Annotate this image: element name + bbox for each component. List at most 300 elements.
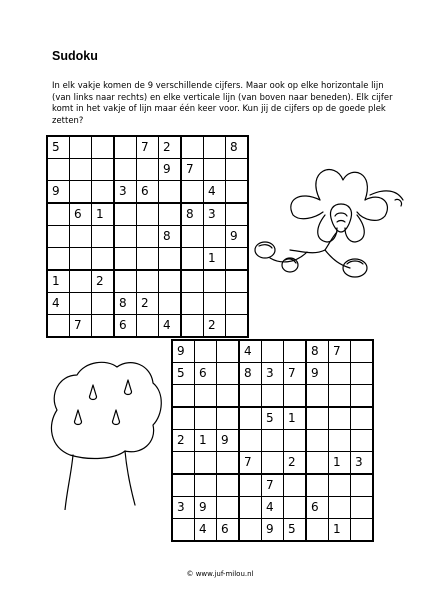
sudoku-row: [47, 181, 248, 204]
cell-digit: 6: [221, 522, 229, 536]
sudoku-row: [47, 136, 248, 159]
instructions: [52, 80, 397, 126]
cell-digit: 6: [119, 318, 127, 332]
sudoku-cell[interactable]: [204, 159, 226, 181]
sudoku-cell[interactable]: [226, 293, 249, 315]
sudoku-cell[interactable]: [92, 270, 115, 293]
sudoku-cell[interactable]: [217, 497, 240, 519]
sudoku-row: [47, 248, 248, 271]
sudoku-cell[interactable]: [204, 226, 226, 248]
cell-digit: [226, 248, 247, 252]
sudoku-cell[interactable]: [181, 226, 204, 248]
cell-digit: [173, 408, 194, 412]
cell-digit: [217, 475, 238, 479]
sudoku-cell[interactable]: [114, 293, 137, 315]
sudoku-cell[interactable]: [284, 407, 307, 430]
cell-digit: [182, 181, 203, 185]
cell-digit: [182, 226, 203, 230]
cell-digit: [115, 248, 136, 252]
cell-digit: [226, 315, 247, 319]
cell-digit: [240, 519, 261, 523]
sudoku-cell[interactable]: [306, 385, 329, 408]
cell-digit: [159, 271, 180, 275]
sudoku-cell[interactable]: [195, 340, 217, 363]
sudoku-cell[interactable]: [217, 385, 240, 408]
sudoku-cell[interactable]: [159, 159, 182, 181]
sudoku-cell[interactable]: [351, 452, 374, 475]
cell-digit: [195, 341, 216, 345]
sudoku-cell[interactable]: [204, 293, 226, 315]
cell-digit: [159, 293, 180, 297]
sudoku-cell[interactable]: [47, 293, 70, 315]
sudoku-cell[interactable]: [92, 293, 115, 315]
sudoku-cell[interactable]: [70, 181, 92, 204]
sudoku-cell[interactable]: [137, 136, 159, 159]
sudoku-cell[interactable]: [172, 474, 195, 497]
sudoku-cell[interactable]: [306, 474, 329, 497]
sudoku-row: [172, 385, 373, 408]
sudoku-cell[interactable]: [262, 385, 284, 408]
sudoku-cell[interactable]: [92, 248, 115, 271]
sudoku-row: [47, 270, 248, 293]
cell-digit: [307, 408, 328, 412]
sudoku-cell[interactable]: [47, 203, 70, 226]
sudoku-cell[interactable]: [114, 226, 137, 248]
sudoku-cell[interactable]: [306, 340, 329, 363]
sudoku-cell[interactable]: [204, 315, 226, 338]
sudoku-cell[interactable]: [239, 340, 262, 363]
sudoku-cell[interactable]: [47, 248, 70, 271]
sudoku-cell[interactable]: [284, 385, 307, 408]
sudoku-cell[interactable]: [217, 519, 240, 542]
sudoku-cell[interactable]: [306, 519, 329, 542]
sudoku-cell[interactable]: [204, 248, 226, 271]
cell-digit: [240, 497, 261, 501]
cell-digit: [48, 248, 69, 252]
sudoku-cell[interactable]: [172, 497, 195, 519]
cell-digit: [262, 385, 283, 389]
sudoku-cell[interactable]: [284, 363, 307, 385]
sudoku-cell[interactable]: [172, 407, 195, 430]
cell-digit: [262, 341, 283, 345]
cell-digit: [137, 204, 158, 208]
sudoku-cell[interactable]: [195, 497, 217, 519]
cell-digit: 4: [199, 522, 207, 536]
instruction-line: zetten?: [52, 114, 84, 125]
cell-digit: 5: [288, 522, 296, 536]
cell-digit: 8: [186, 207, 194, 221]
sudoku-cell[interactable]: [329, 452, 351, 475]
sudoku-cell[interactable]: [159, 248, 182, 271]
cell-digit: 1: [199, 433, 207, 447]
sudoku-cell[interactable]: [239, 430, 262, 452]
cell-digit: [226, 271, 247, 275]
sudoku-cell[interactable]: [159, 315, 182, 338]
sudoku-cell[interactable]: [239, 407, 262, 430]
sudoku-row: [172, 363, 373, 385]
cell-digit: 7: [74, 318, 82, 332]
sudoku-cell[interactable]: [284, 474, 307, 497]
sudoku-cell[interactable]: [114, 203, 137, 226]
cell-digit: [173, 452, 194, 456]
cell-digit: [284, 497, 305, 501]
cell-digit: [262, 430, 283, 434]
sudoku-cell[interactable]: [351, 497, 374, 519]
cell-digit: [159, 204, 180, 208]
sudoku-cell[interactable]: [284, 519, 307, 542]
sudoku-cell[interactable]: [329, 385, 351, 408]
cell-digit: 3: [355, 455, 363, 469]
cell-digit: 8: [163, 229, 171, 243]
sudoku-cell[interactable]: [181, 315, 204, 338]
cell-digit: [284, 430, 305, 434]
cell-digit: 1: [333, 455, 341, 469]
cell-digit: [307, 475, 328, 479]
sudoku-row: [47, 293, 248, 315]
sudoku-cell[interactable]: [47, 181, 70, 204]
sudoku-cell[interactable]: [306, 407, 329, 430]
sudoku-cell[interactable]: [226, 136, 249, 159]
sudoku-cell[interactable]: [159, 136, 182, 159]
sudoku-cell[interactable]: [137, 248, 159, 271]
sudoku-cell[interactable]: [306, 363, 329, 385]
cell-digit: 7: [266, 478, 274, 492]
sudoku-cell[interactable]: [329, 407, 351, 430]
sudoku-cell[interactable]: [137, 293, 159, 315]
sudoku-cell[interactable]: [239, 519, 262, 542]
cell-digit: [329, 363, 350, 367]
cell-digit: [351, 519, 372, 523]
cell-digit: 9: [177, 344, 185, 358]
sudoku-cell[interactable]: [351, 519, 374, 542]
cell-digit: 9: [52, 184, 60, 198]
sudoku-cell[interactable]: [114, 248, 137, 271]
cell-digit: 9: [221, 433, 229, 447]
sudoku-cell[interactable]: [217, 407, 240, 430]
sudoku-cell[interactable]: [284, 497, 307, 519]
sudoku-cell[interactable]: [217, 474, 240, 497]
cell-digit: [329, 475, 350, 479]
sudoku-cell[interactable]: [70, 226, 92, 248]
sudoku-cell[interactable]: [181, 248, 204, 271]
sudoku-cell[interactable]: [159, 181, 182, 204]
cell-digit: 7: [186, 162, 194, 176]
sudoku-cell[interactable]: [239, 363, 262, 385]
cell-digit: [195, 452, 216, 456]
cell-digit: [307, 430, 328, 434]
cell-digit: [204, 293, 225, 297]
cell-digit: 4: [266, 500, 274, 514]
sudoku-cell[interactable]: [195, 407, 217, 430]
sudoku-cell[interactable]: [351, 385, 374, 408]
sudoku-cell[interactable]: [306, 452, 329, 475]
sudoku-cell[interactable]: [159, 203, 182, 226]
cell-digit: 3: [208, 207, 216, 221]
sudoku-row: [172, 519, 373, 542]
sudoku-cell[interactable]: [226, 315, 249, 338]
sudoku-cell[interactable]: [159, 270, 182, 293]
cell-digit: 3: [177, 500, 185, 514]
cell-digit: [70, 293, 91, 297]
sudoku-cell[interactable]: [172, 452, 195, 475]
sudoku-cell[interactable]: [172, 385, 195, 408]
orchid-drawing: [245, 160, 405, 290]
cell-digit: [307, 385, 328, 389]
cell-digit: [182, 137, 203, 141]
sudoku-cell[interactable]: [181, 159, 204, 181]
sudoku-cell[interactable]: [284, 340, 307, 363]
sudoku-cell[interactable]: [217, 430, 240, 452]
sudoku-cell[interactable]: [172, 430, 195, 452]
cell-digit: 2: [141, 296, 149, 310]
cell-digit: [182, 293, 203, 297]
sudoku-cell[interactable]: [195, 474, 217, 497]
sudoku-cell[interactable]: [262, 430, 284, 452]
sudoku-cell[interactable]: [239, 452, 262, 475]
sudoku-cell[interactable]: [181, 181, 204, 204]
sudoku-cell[interactable]: [351, 474, 374, 497]
sudoku-cell[interactable]: [204, 181, 226, 204]
sudoku-cell[interactable]: [159, 226, 182, 248]
cell-digit: 9: [230, 229, 238, 243]
sudoku-cell[interactable]: [70, 136, 92, 159]
sudoku-cell[interactable]: [114, 315, 137, 338]
cell-digit: [240, 475, 261, 479]
sudoku-cell[interactable]: [329, 363, 351, 385]
cell-digit: 8: [230, 140, 238, 154]
cell-digit: [217, 452, 238, 456]
cell-digit: [195, 475, 216, 479]
cell-digit: [351, 430, 372, 434]
cell-digit: 6: [311, 500, 319, 514]
cell-digit: [48, 226, 69, 230]
cell-digit: 3: [119, 184, 127, 198]
sudoku-cell[interactable]: [172, 340, 195, 363]
cell-digit: [173, 385, 194, 389]
cell-digit: [173, 519, 194, 523]
cell-digit: 6: [74, 207, 82, 221]
sudoku-cell[interactable]: [329, 430, 351, 452]
sudoku-cell[interactable]: [92, 315, 115, 338]
cell-digit: 7: [288, 366, 296, 380]
sudoku-cell[interactable]: [172, 363, 195, 385]
cell-digit: [329, 497, 350, 501]
sudoku-cell[interactable]: [195, 385, 217, 408]
cell-digit: [240, 408, 261, 412]
sudoku-cell[interactable]: [92, 203, 115, 226]
instruction-line: komt in het vakje of lijn maar één keer voor. Kun jij de cijfers op de goede plek: [52, 103, 386, 114]
sudoku-cell[interactable]: [217, 363, 240, 385]
cell-digit: 9: [266, 522, 274, 536]
sudoku-cell[interactable]: [239, 497, 262, 519]
cell-digit: 2: [163, 140, 171, 154]
sudoku-cell[interactable]: [204, 203, 226, 226]
sudoku-cell[interactable]: [47, 136, 70, 159]
sudoku-row: [47, 159, 248, 181]
sudoku-cell[interactable]: [195, 519, 217, 542]
cell-digit: 6: [199, 366, 207, 380]
sudoku-row: [47, 315, 248, 338]
sudoku-cell[interactable]: [114, 159, 137, 181]
cell-digit: [217, 408, 238, 412]
sudoku-row: [172, 430, 373, 452]
cell-digit: [48, 159, 69, 163]
cell-digit: [226, 159, 247, 163]
sudoku-cell[interactable]: [181, 270, 204, 293]
cell-digit: [70, 248, 91, 252]
sudoku-cell[interactable]: [239, 385, 262, 408]
cell-digit: 2: [288, 455, 296, 469]
cell-digit: 4: [52, 296, 60, 310]
sudoku-cell[interactable]: [284, 452, 307, 475]
sudoku-grid-1: [46, 135, 249, 338]
sudoku-cell[interactable]: [195, 430, 217, 452]
sudoku-cell[interactable]: [262, 519, 284, 542]
sudoku-cell[interactable]: [137, 226, 159, 248]
sudoku-cell[interactable]: [172, 519, 195, 542]
cell-digit: [92, 181, 113, 185]
sudoku-cell[interactable]: [92, 181, 115, 204]
sudoku-cell[interactable]: [70, 315, 92, 338]
sudoku-cell[interactable]: [137, 270, 159, 293]
sudoku-cell[interactable]: [114, 270, 137, 293]
cell-digit: 1: [333, 522, 341, 536]
sudoku-cell[interactable]: [262, 363, 284, 385]
cell-digit: [329, 385, 350, 389]
cell-digit: 5: [266, 411, 274, 425]
sudoku-row: [172, 497, 373, 519]
sudoku-cell[interactable]: [204, 270, 226, 293]
cell-digit: 8: [119, 296, 127, 310]
cell-digit: [204, 271, 225, 275]
cell-digit: [182, 271, 203, 275]
sudoku-cell[interactable]: [195, 363, 217, 385]
sudoku-cell[interactable]: [181, 136, 204, 159]
sudoku-cell[interactable]: [351, 340, 374, 363]
cell-digit: 1: [52, 274, 60, 288]
cell-digit: [195, 385, 216, 389]
sudoku-cell[interactable]: [262, 497, 284, 519]
cell-digit: [262, 452, 283, 456]
cell-digit: 7: [333, 344, 341, 358]
sudoku-cell[interactable]: [351, 407, 374, 430]
tree-drawing: [45, 355, 165, 510]
sudoku-cell[interactable]: [47, 315, 70, 338]
sudoku-cell[interactable]: [159, 293, 182, 315]
page-title: Sudoku: [52, 49, 98, 63]
cell-digit: [351, 341, 372, 345]
sudoku-cell[interactable]: [329, 519, 351, 542]
cell-digit: [226, 181, 247, 185]
sudoku-row: [172, 407, 373, 430]
sudoku-cell[interactable]: [262, 407, 284, 430]
cell-digit: [329, 430, 350, 434]
cell-digit: 4: [163, 318, 171, 332]
sudoku-cell[interactable]: [47, 159, 70, 181]
sudoku-cell[interactable]: [239, 474, 262, 497]
sudoku-cell[interactable]: [92, 159, 115, 181]
cell-digit: [92, 159, 113, 163]
sudoku-cell[interactable]: [262, 452, 284, 475]
cell-digit: [115, 226, 136, 230]
sudoku-cell[interactable]: [114, 136, 137, 159]
sudoku-cell[interactable]: [70, 203, 92, 226]
sudoku-cell[interactable]: [306, 430, 329, 452]
sudoku-cell[interactable]: [70, 248, 92, 271]
sudoku-cell[interactable]: [329, 340, 351, 363]
sudoku-cell[interactable]: [47, 226, 70, 248]
sudoku-cell[interactable]: [217, 452, 240, 475]
sudoku-cell[interactable]: [92, 136, 115, 159]
cell-digit: [217, 341, 238, 345]
sudoku-row: [47, 203, 248, 226]
cell-digit: [92, 248, 113, 252]
cell-digit: [137, 159, 158, 163]
cell-digit: 3: [266, 366, 274, 380]
sudoku-cell[interactable]: [351, 363, 374, 385]
sudoku-cell[interactable]: [137, 159, 159, 181]
cell-digit: [284, 341, 305, 345]
sudoku-cell[interactable]: [47, 270, 70, 293]
sudoku-cell[interactable]: [217, 340, 240, 363]
sudoku-cell[interactable]: [114, 181, 137, 204]
cell-digit: [204, 159, 225, 163]
sudoku-cell[interactable]: [70, 270, 92, 293]
sudoku-cell[interactable]: [70, 159, 92, 181]
cell-digit: [204, 226, 225, 230]
sudoku-cell[interactable]: [181, 293, 204, 315]
sudoku-cell[interactable]: [92, 226, 115, 248]
cell-digit: [137, 226, 158, 230]
cell-digit: [307, 519, 328, 523]
cell-digit: [182, 315, 203, 319]
cell-digit: 1: [288, 411, 296, 425]
cell-digit: [240, 430, 261, 434]
sudoku-cell[interactable]: [137, 315, 159, 338]
sudoku-cell[interactable]: [195, 452, 217, 475]
cell-digit: [70, 181, 91, 185]
sudoku-cell[interactable]: [70, 293, 92, 315]
cell-digit: [115, 271, 136, 275]
sudoku-cell[interactable]: [204, 136, 226, 159]
sudoku-cell[interactable]: [351, 430, 374, 452]
sudoku-cell[interactable]: [137, 203, 159, 226]
sudoku-cell[interactable]: [329, 497, 351, 519]
cell-digit: [115, 204, 136, 208]
sudoku-cell[interactable]: [284, 430, 307, 452]
sudoku-cell[interactable]: [262, 474, 284, 497]
cell-digit: [137, 315, 158, 319]
cell-digit: [92, 293, 113, 297]
cell-digit: [329, 408, 350, 412]
cell-digit: [217, 497, 238, 501]
cell-digit: [70, 159, 91, 163]
cell-digit: 7: [141, 140, 149, 154]
cell-digit: [48, 204, 69, 208]
sudoku-cell[interactable]: [262, 340, 284, 363]
sudoku-cell[interactable]: [137, 181, 159, 204]
sudoku-cell[interactable]: [181, 203, 204, 226]
cell-digit: 9: [163, 162, 171, 176]
cell-digit: 4: [208, 184, 216, 198]
cell-digit: [159, 181, 180, 185]
sudoku-cell[interactable]: [306, 497, 329, 519]
cell-digit: [217, 385, 238, 389]
cell-digit: 2: [177, 433, 185, 447]
sudoku-cell[interactable]: [329, 474, 351, 497]
cell-digit: [240, 385, 261, 389]
cell-digit: 5: [52, 140, 60, 154]
